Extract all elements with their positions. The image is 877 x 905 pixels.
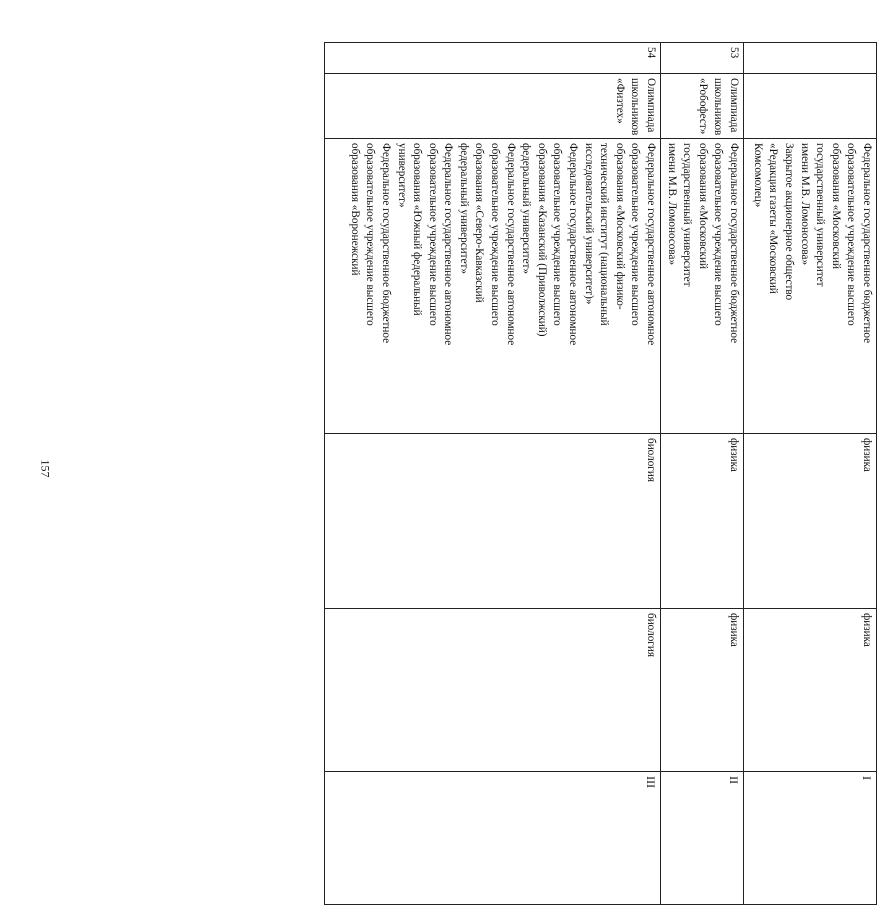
organizer-line: образовательное учреждение высшего	[364, 143, 377, 326]
organizer-line: образовательное учреждение высшего	[489, 143, 502, 326]
organizer-line: образования «Южный федеральный	[411, 143, 424, 316]
organizer-line: образовательное учреждение высшего	[712, 143, 725, 326]
row-number-cell	[744, 43, 877, 74]
organizer-line: «Редакция газеты «Московский	[767, 143, 780, 294]
olympiad-name-cell	[661, 74, 744, 139]
organizer-line: образовательное учреждение высшего	[845, 143, 858, 326]
olympiad-name-line: «Робофест»	[696, 78, 709, 135]
organizer-line: образования «Московский	[829, 143, 842, 269]
olympiad-name-line: «Физтех»	[613, 78, 626, 124]
olympiad-name-line: Олимпиада	[645, 78, 658, 133]
subject-cell: биология	[325, 609, 661, 772]
organizer-line: образовательное учреждение высшего	[551, 143, 564, 326]
profile-cell: биология	[325, 434, 661, 609]
olympiad-name-line: Олимпиада	[728, 78, 740, 133]
table-row	[325, 43, 661, 905]
organizer-line: исследовательский университет)»	[582, 143, 595, 305]
olympiad-table	[324, 42, 877, 905]
organizer-line: Федеральное государственное бюджетное	[379, 143, 392, 344]
organizer-line: Федеральное государственное автономное	[567, 143, 580, 346]
organizer-line: образования «Московский физико-	[613, 143, 626, 310]
organizer-line: образовательное учреждение высшего	[426, 143, 439, 326]
olympiad-name-cell	[325, 74, 661, 139]
organizer-line: Федеральное государственное автономное	[645, 143, 658, 346]
subject-cell: физика	[744, 609, 877, 772]
organizer-line: имени М.В. Ломоносова»	[665, 143, 678, 266]
organizer-line: университет»	[395, 143, 408, 208]
level-cell: III	[325, 772, 661, 905]
organizers-cell	[744, 139, 877, 434]
organizer-line: технический институт (национальный	[598, 143, 611, 326]
organizer-line: федеральный университет»	[520, 143, 533, 274]
organizer-line: образования «Северо-Кавказский	[473, 143, 486, 303]
organizer-line: Комсомолец»	[751, 143, 764, 208]
table-row	[661, 43, 744, 905]
olympiad-table-rotated	[345, 42, 877, 854]
organizer-line: образования «Московский	[696, 143, 709, 269]
organizer-line: государственный университет	[814, 143, 827, 287]
organizers-cell	[661, 139, 744, 434]
organizer-line: Федеральное государственное автономное	[442, 143, 455, 346]
organizer-line: государственный университет	[681, 143, 694, 287]
olympiad-name-cell	[744, 74, 877, 139]
row-number-cell: 54	[325, 43, 661, 74]
olympiad-name-line: школьников	[629, 78, 642, 136]
organizer-line: образования «Казанский (Приволжский)	[535, 143, 548, 337]
organizers-cell	[325, 139, 661, 434]
olympiad-name-line: школьников	[712, 78, 725, 136]
organizer-line: имени М.В. Ломоносова»	[798, 143, 811, 266]
organizer-line: федеральный университет»	[457, 143, 470, 274]
page-number: 157	[38, 459, 53, 478]
level-cell: II	[661, 772, 744, 905]
level-cell: I	[744, 772, 877, 905]
table-row	[744, 43, 877, 905]
organizer-line: образовательное учреждение высшего	[629, 143, 642, 326]
organizer-line: Федеральное государственное автономное	[504, 143, 517, 346]
subject-cell: физика	[661, 609, 744, 772]
organizer-line: образования «Воронежский	[348, 143, 361, 276]
organizer-line: Федеральное государственное бюджетное	[861, 143, 873, 344]
profile-cell: физика	[744, 434, 877, 609]
profile-cell: физика	[661, 434, 744, 609]
organizer-line: Закрытое акционерное общество	[783, 143, 796, 301]
organizer-line: Федеральное государственное бюджетное	[728, 143, 740, 344]
row-number-cell: 53	[661, 43, 744, 74]
olympiad-table-sheet	[65, 42, 874, 854]
